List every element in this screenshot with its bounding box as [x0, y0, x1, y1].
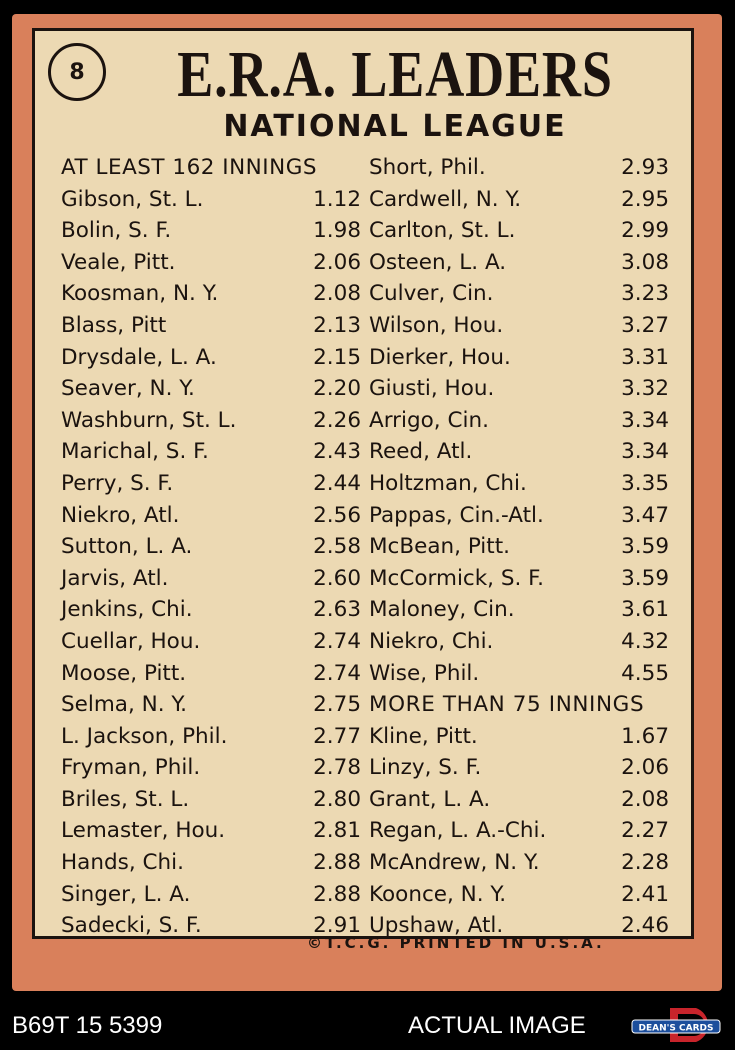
right-stat-row — [369, 563, 669, 595]
era-value: 3.59 — [621, 565, 669, 591]
right-stat-row — [369, 405, 669, 437]
era-value: 2.75 — [313, 692, 361, 718]
era-value: 2.74 — [313, 660, 361, 686]
section-header-75-innings: MORE THAN 75 INNINGS — [369, 692, 645, 718]
right-stat-row — [369, 752, 669, 784]
era-value: 2.56 — [313, 502, 361, 528]
era-value: 3.59 — [621, 534, 669, 560]
era-value: 2.08 — [313, 281, 361, 307]
era-value: 2.44 — [313, 470, 361, 496]
pitcher-name: Niekro, Chi. — [369, 628, 494, 654]
era-value: 2.88 — [313, 881, 361, 907]
pitcher-name: Cardwell, N. Y. — [369, 186, 522, 212]
pitcher-name: Holtzman, Chi. — [369, 470, 527, 496]
card-back — [12, 14, 722, 991]
pitcher-name: Drysdale, L. A. — [61, 344, 217, 370]
right-stat-row — [369, 278, 669, 310]
pitcher-name: Regan, L. A.-Chi. — [369, 818, 547, 844]
right-stat-row — [369, 247, 669, 279]
right-stat-row — [369, 594, 669, 626]
right-stat-row — [369, 215, 669, 247]
right-stat-row — [369, 721, 669, 753]
left-stat-row — [61, 594, 361, 626]
era-value: 2.08 — [621, 786, 669, 812]
pitcher-name: Seaver, N. Y. — [61, 376, 195, 402]
left-stat-row — [61, 373, 361, 405]
right-stat-row — [369, 468, 669, 500]
era-value: 2.60 — [313, 565, 361, 591]
left-stat-row — [61, 405, 361, 437]
right-stat-row — [369, 500, 669, 532]
left-stat-row — [61, 879, 361, 911]
era-value: 2.95 — [621, 186, 669, 212]
pitcher-name: Lemaster, Hou. — [61, 818, 226, 844]
era-value: 3.61 — [621, 597, 669, 623]
era-value: 2.43 — [313, 439, 361, 465]
era-value: 2.58 — [313, 534, 361, 560]
era-value: 2.20 — [313, 376, 361, 402]
left-stat-row — [61, 247, 361, 279]
pitcher-name: Briles, St. L. — [61, 786, 190, 812]
stats-panel — [32, 28, 694, 939]
pitcher-name: Blass, Pitt — [61, 312, 167, 338]
pitcher-name: Osteen, L. A. — [369, 249, 507, 275]
era-value: 2.88 — [313, 850, 361, 876]
era-value: 2.80 — [313, 786, 361, 812]
pitcher-name: Short, Phil. — [369, 155, 486, 180]
pitcher-name: Carlton, St. L. — [369, 218, 516, 244]
pitcher-name: Koosman, N. Y. — [61, 281, 219, 307]
era-value: 2.81 — [313, 818, 361, 844]
pitcher-name: Dierker, Hou. — [369, 344, 511, 370]
left-stat-row — [61, 342, 361, 374]
era-value: 2.06 — [621, 755, 669, 781]
era-value: 1.98 — [313, 218, 361, 244]
right-stat-row — [369, 184, 669, 216]
pitcher-name: Maloney, Cin. — [369, 597, 515, 623]
era-value: 3.35 — [621, 470, 669, 496]
pitcher-name: Sutton, L. A. — [61, 534, 193, 560]
era-value: 3.32 — [621, 376, 669, 402]
pitcher-name: Pappas, Cin.-Atl. — [369, 502, 544, 528]
right-stat-row — [369, 658, 669, 690]
era-value: 3.23 — [621, 281, 669, 307]
section-header-162-innings: AT LEAST 162 INNINGS — [61, 155, 318, 180]
left-stat-row — [61, 815, 361, 847]
era-value: 2.15 — [313, 344, 361, 370]
left-stat-row — [61, 847, 361, 879]
left-stats-column — [61, 152, 361, 942]
right-stat-row — [369, 815, 669, 847]
pitcher-name: Upshaw, Atl. — [369, 913, 504, 939]
pitcher-name: Selma, N. Y. — [61, 692, 187, 718]
era-value: 2.91 — [313, 913, 361, 939]
left-stat-row — [61, 563, 361, 595]
cert-number: B69T 15 5399 — [12, 1012, 163, 1039]
left-stat-row — [61, 278, 361, 310]
left-stat-row — [61, 531, 361, 563]
pitcher-name: Sadecki, S. F. — [61, 913, 202, 939]
right-stat-row — [369, 152, 669, 184]
pitcher-name: Cuellar, Hou. — [61, 628, 201, 654]
card-number-badge — [48, 43, 106, 101]
era-value: 2.77 — [313, 723, 361, 749]
right-stat-row — [369, 342, 669, 374]
right-stat-row — [369, 784, 669, 816]
left-stat-row — [61, 215, 361, 247]
pitcher-name: Marichal, S. F. — [61, 439, 209, 465]
pitcher-name: Jenkins, Chi. — [61, 597, 193, 623]
pitcher-name: Wise, Phil. — [369, 660, 480, 686]
pitcher-name: Washburn, St. L. — [61, 407, 237, 433]
left-stat-row — [61, 184, 361, 216]
pitcher-name: Reed, Atl. — [369, 439, 473, 465]
pitcher-name: Perry, S. F. — [61, 470, 174, 496]
era-value: 2.93 — [621, 155, 669, 180]
era-value: 4.55 — [621, 660, 669, 686]
deans-cards-logo-icon — [630, 1006, 722, 1044]
pitcher-name: Koonce, N. Y. — [369, 881, 507, 907]
era-value: 1.67 — [621, 723, 669, 749]
era-value: 2.28 — [621, 850, 669, 876]
pitcher-name: McCormick, S. F. — [369, 565, 544, 591]
left-stat-row — [61, 436, 361, 468]
pitcher-name: Kline, Pitt. — [369, 723, 478, 749]
era-value: 3.08 — [621, 249, 669, 275]
right-stat-row — [369, 531, 669, 563]
pitcher-name: Veale, Pitt. — [61, 249, 176, 275]
right-stat-row — [369, 879, 669, 911]
pitcher-name: Culver, Cin. — [369, 281, 494, 307]
card-subtitle: NATIONAL LEAGUE — [223, 109, 567, 144]
pitcher-name: McBean, Pitt. — [369, 534, 510, 560]
left-stat-row — [61, 721, 361, 753]
left-stat-row — [61, 468, 361, 500]
left-stat-row — [61, 500, 361, 532]
left-stat-row — [61, 626, 361, 658]
card-number: 8 — [69, 59, 85, 85]
copyright-line: ©T.C.G. PRINTED IN U.S.A. — [307, 934, 605, 952]
era-value: 2.46 — [621, 913, 669, 939]
right-stat-row — [369, 436, 669, 468]
pitcher-name: Jarvis, Atl. — [61, 565, 169, 591]
era-value: 2.27 — [621, 818, 669, 844]
actual-image-label: ACTUAL IMAGE — [408, 1012, 586, 1039]
pitcher-name: Grant, L. A. — [369, 786, 491, 812]
era-value: 3.27 — [621, 312, 669, 338]
pitcher-name: Bolin, S. F. — [61, 218, 172, 244]
era-value: 1.12 — [313, 186, 361, 212]
left-stat-row — [61, 784, 361, 816]
pitcher-name: Giusti, Hou. — [369, 376, 495, 402]
era-value: 4.32 — [621, 628, 669, 654]
left-stat-row — [61, 658, 361, 690]
card-title: E.R.A. LEADERS — [177, 38, 613, 111]
era-value: 3.31 — [621, 344, 669, 370]
era-value: 2.41 — [621, 881, 669, 907]
pitcher-name: Hands, Chi. — [61, 850, 184, 876]
right-stat-row — [369, 373, 669, 405]
left-stat-row — [61, 310, 361, 342]
pitcher-name: Moose, Pitt. — [61, 660, 187, 686]
left-stat-row — [61, 689, 361, 721]
pitcher-name: Niekro, Atl. — [61, 502, 180, 528]
right-stat-row — [369, 310, 669, 342]
era-value: 2.99 — [621, 218, 669, 244]
pitcher-name: Linzy, S. F. — [369, 755, 482, 781]
era-value: 2.06 — [313, 249, 361, 275]
pitcher-name: Wilson, Hou. — [369, 312, 504, 338]
era-value: 3.47 — [621, 502, 669, 528]
pitcher-name: McAndrew, N. Y. — [369, 850, 540, 876]
right-stat-row — [369, 847, 669, 879]
pitcher-name: Gibson, St. L. — [61, 186, 204, 212]
era-value: 3.34 — [621, 407, 669, 433]
era-value: 2.63 — [313, 597, 361, 623]
pitcher-name: Arrigo, Cin. — [369, 407, 489, 433]
era-value: 2.26 — [313, 407, 361, 433]
logo-text: DEAN'S CARDS — [638, 1023, 714, 1034]
era-value: 2.74 — [313, 628, 361, 654]
era-value: 3.34 — [621, 439, 669, 465]
era-value: 2.13 — [313, 312, 361, 338]
right-stat-row — [369, 626, 669, 658]
era-value: 2.78 — [313, 755, 361, 781]
pitcher-name: Singer, L. A. — [61, 881, 191, 907]
pitcher-name: Fryman, Phil. — [61, 755, 201, 781]
pitcher-name: L. Jackson, Phil. — [61, 723, 228, 749]
right-stats-column — [369, 152, 669, 942]
left-stat-row — [61, 752, 361, 784]
